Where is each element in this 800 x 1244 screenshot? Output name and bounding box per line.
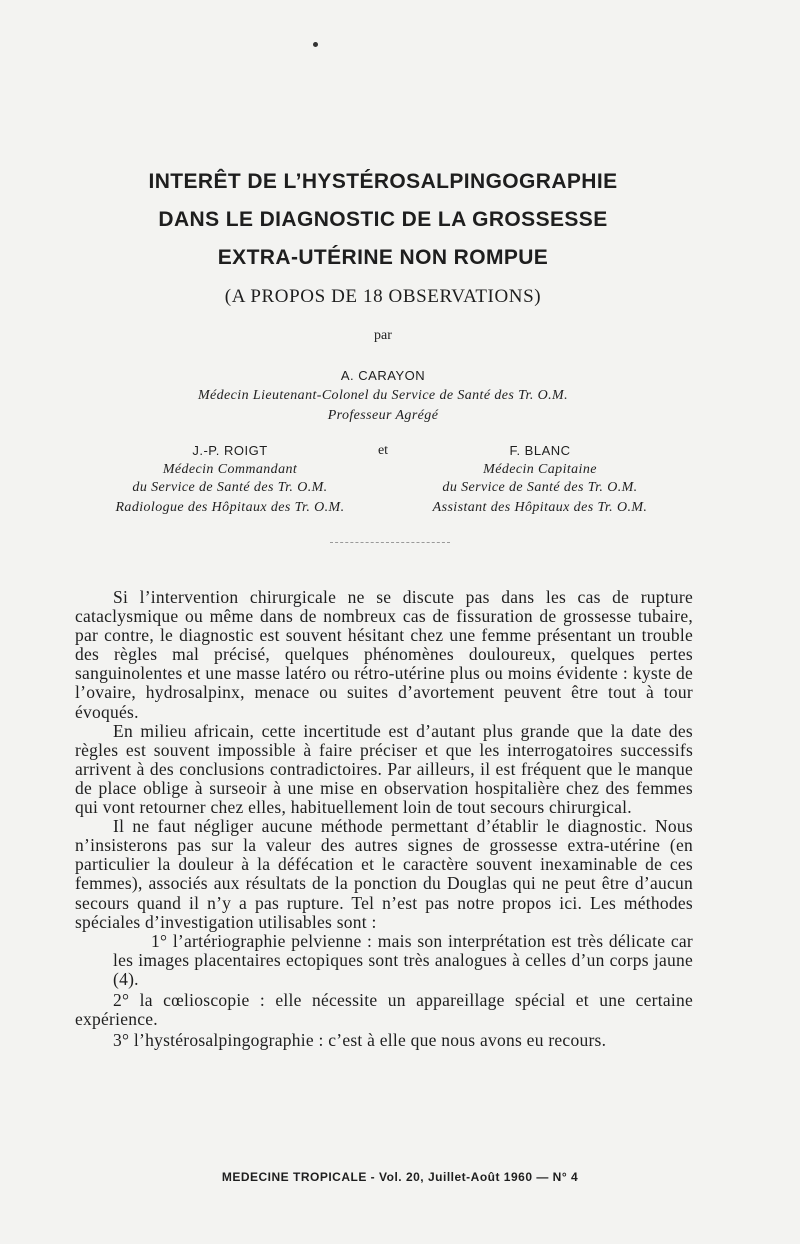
list-item-3: 3° l’hystérosalpingographie : c’est à elle que nous avons eu recours. [113, 1030, 607, 1051]
author-blanc-role-2: du Service de Santé des Tr. O.M. [442, 480, 638, 495]
author-blanc-name: F. BLANC [509, 443, 571, 458]
author-roigt-name: J.-P. ROIGT [192, 443, 268, 458]
journal-footer: MEDECINE TROPICALE - Vol. 20, Juillet-Août 1960 — N° 4 [221, 1170, 579, 1184]
paragraph-3: Il ne faut négliger aucune méthode permettant d’établir le diagnostic. Nous n’insisterons pas sur la valeur des autres signes de grossesse extra-utérine (en particulier la douleur à la défécation et le caractère souvent inexaminable de ces femmes), associés aux résultats de la ponction du Douglas qui ne peut être d’aucun secours quand il n’y a pas rupture. Tel n’est pas notre propos ici. Les méthodes spéciales d’investigation utilisables sont : [75, 816, 693, 932]
author-roigt-role-1: Médecin Commandant [162, 462, 298, 477]
list-item-1: 1° l’artériographie pelvienne : mais son interprétation est très délicate car les images placentaires ectopiques sont très analogues à celles d’un corps jaune (4). [113, 930, 693, 989]
page-mark-dot [313, 42, 318, 47]
author-blanc-role-3: Assistant des Hôpitaux des Tr. O.M. [432, 500, 648, 515]
title-line-1: INTERÊT DE L’HYSTÉROSALPINGOGRAPHIE [148, 170, 618, 193]
title-line-2: DANS LE DIAGNOSTIC DE LA GROSSESSE [158, 208, 608, 231]
author-roigt-role-3: Radiologue des Hôpitaux des Tr. O.M. [115, 500, 345, 515]
paragraph-2: En milieu africain, cette incertitude est d’autant plus grande que la date des règles est souvent impossible à faire préciser et que les interrogatoires successifs arrivent à des conclusions contradictoires. Par ailleurs, il est fréquent que le manque de place oblige à surseoir à une mise en observation hospitalière chez des femmes qui vont retourner chez elles, habituellement loin de tout secours chirurgical. [75, 720, 693, 818]
author-carayon-role: Médecin Lieutenant-Colonel du Service de Santé des Tr. O.M. [197, 388, 569, 403]
conjunction-et: et [377, 443, 389, 458]
subtitle: (A PROPOS DE 18 OBSERVATIONS) [224, 286, 542, 307]
author-blanc-role-1: Médecin Capitaine [483, 462, 597, 477]
by-word: par [374, 328, 392, 343]
author-carayon-title: Professeur Agrégé [327, 408, 439, 423]
separator-rule [330, 542, 450, 543]
list-item-2: 2° la cœlioscopie : elle nécessite un appareillage spécial et une certaine expérience. [75, 989, 693, 1030]
article-body [75, 588, 693, 1050]
author-carayon-name: A. CARAYON [340, 368, 426, 383]
author-roigt-role-2: du Service de Santé des Tr. O.M. [132, 480, 328, 495]
title-line-3: EXTRA-UTÉRINE NON ROMPUE [217, 246, 549, 269]
paragraph-1: Si l’intervention chirurgicale ne se discute pas dans les cas de rupture cataclysmique ou même dans de nombreux cas de fissuration de grossesse tubaire, par contre, le diagnostic est souvent hésitant chez une femme présentant un trouble des règles mal précisé, quelques phénomènes douloureux, quelques pertes sanguinolentes et une masse latéro ou rétro-utérine plus ou moins évidente : kyste de l’ovaire, hydrosalpinx, menace ou suites d’avortement peuvent être tout à tour évoqués. [75, 587, 693, 722]
